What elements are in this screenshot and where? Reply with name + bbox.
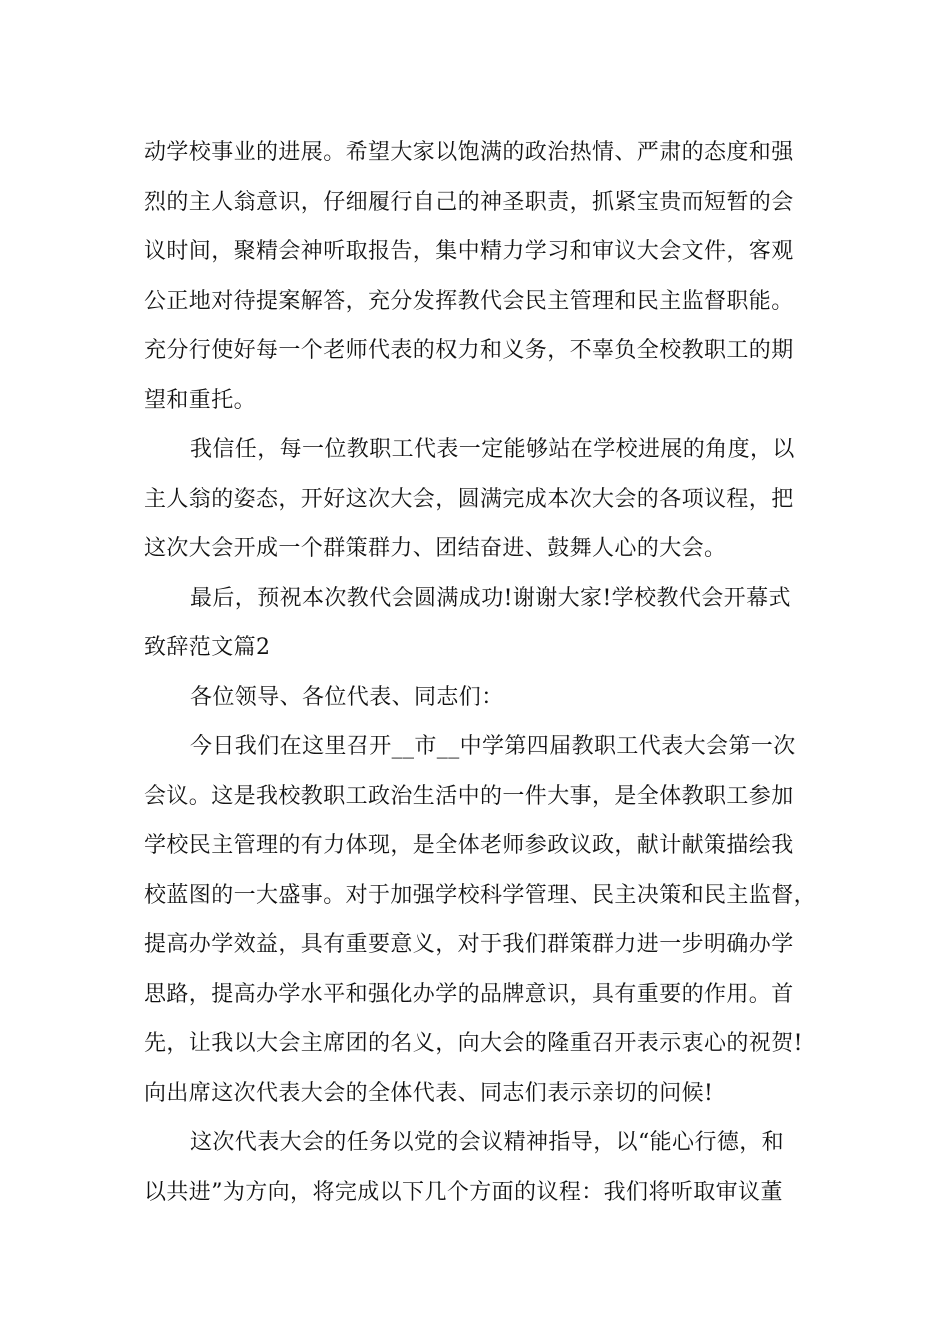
text-line: 这次大会开成一个群策群力、团结奋进、鼓舞人心的大会。 — [144, 536, 727, 561]
text-line: 思路，提高办学水平和强化办学的品牌意识，具有重要的作用。首 — [144, 981, 794, 1007]
text-line: 主人翁的姿态，开好这次大会，圆满完成本次大会的各项议程，把 — [144, 486, 794, 512]
text-line: 会议。这是我校教职工政治生活中的一件大事，是全体教职工参加 — [144, 783, 794, 809]
text-line: 动学校事业的进展。希望大家以饱满的政治热情、严肃的态度和强 — [144, 140, 794, 165]
text-line: 先，让我以大会主席团的名义，向大会的隆重召开表示衷心的祝贺! — [144, 1031, 803, 1056]
text-line: 这次代表大会的任务以党的会议精神指导，以“能心行德，和 — [190, 1130, 785, 1155]
document-body — [144, 128, 824, 1217]
text-line: 校蓝图的一大盛事。对于加强学校科学管理、民主决策和民主监督， — [144, 882, 817, 908]
text-line: 致辞范文篇2 — [144, 635, 271, 660]
text-line: 望和重托。 — [144, 387, 257, 413]
text-line: 各位领导、各位代表、同志们： — [190, 684, 504, 710]
text-line: 最后，预祝本次教代会圆满成功!谢谢大家!学校教代会开幕式 — [190, 585, 791, 611]
text-line: 以共进”为方向，将完成以下几个方面的议程：我们将听取审议董 — [144, 1179, 783, 1205]
text-line: 我信任，每一位教职工代表一定能够站在学校进展的角度，以 — [190, 437, 795, 462]
text-line: 充分行使好每一个老师代表的权力和义务，不辜负全校教职工的期 — [144, 338, 794, 363]
text-line: 烈的主人翁意识，仔细履行自己的神圣职责，抓紧宝贵而短暂的会 — [144, 189, 794, 215]
text-line: 向出席这次代表大会的全体代表、同志们表示亲切的问候! — [144, 1080, 714, 1106]
text-line: 提高办学效益，具有重要意义，对于我们群策群力进一步明确办学 — [144, 932, 794, 957]
text-line: 今日我们在这里召开__市__中学第四届教职工代表大会第一次 — [190, 734, 796, 759]
text-line: 公正地对待提案解答，充分发挥教代会民主管理和民主监督职能。 — [144, 288, 794, 314]
text-line: 学校民主管理的有力体现，是全体老师参政议政，献计献策描绘我 — [144, 833, 794, 858]
text-line: 议时间，聚精会神听取报告，集中精力学习和审议大会文件，客观 — [144, 239, 794, 264]
